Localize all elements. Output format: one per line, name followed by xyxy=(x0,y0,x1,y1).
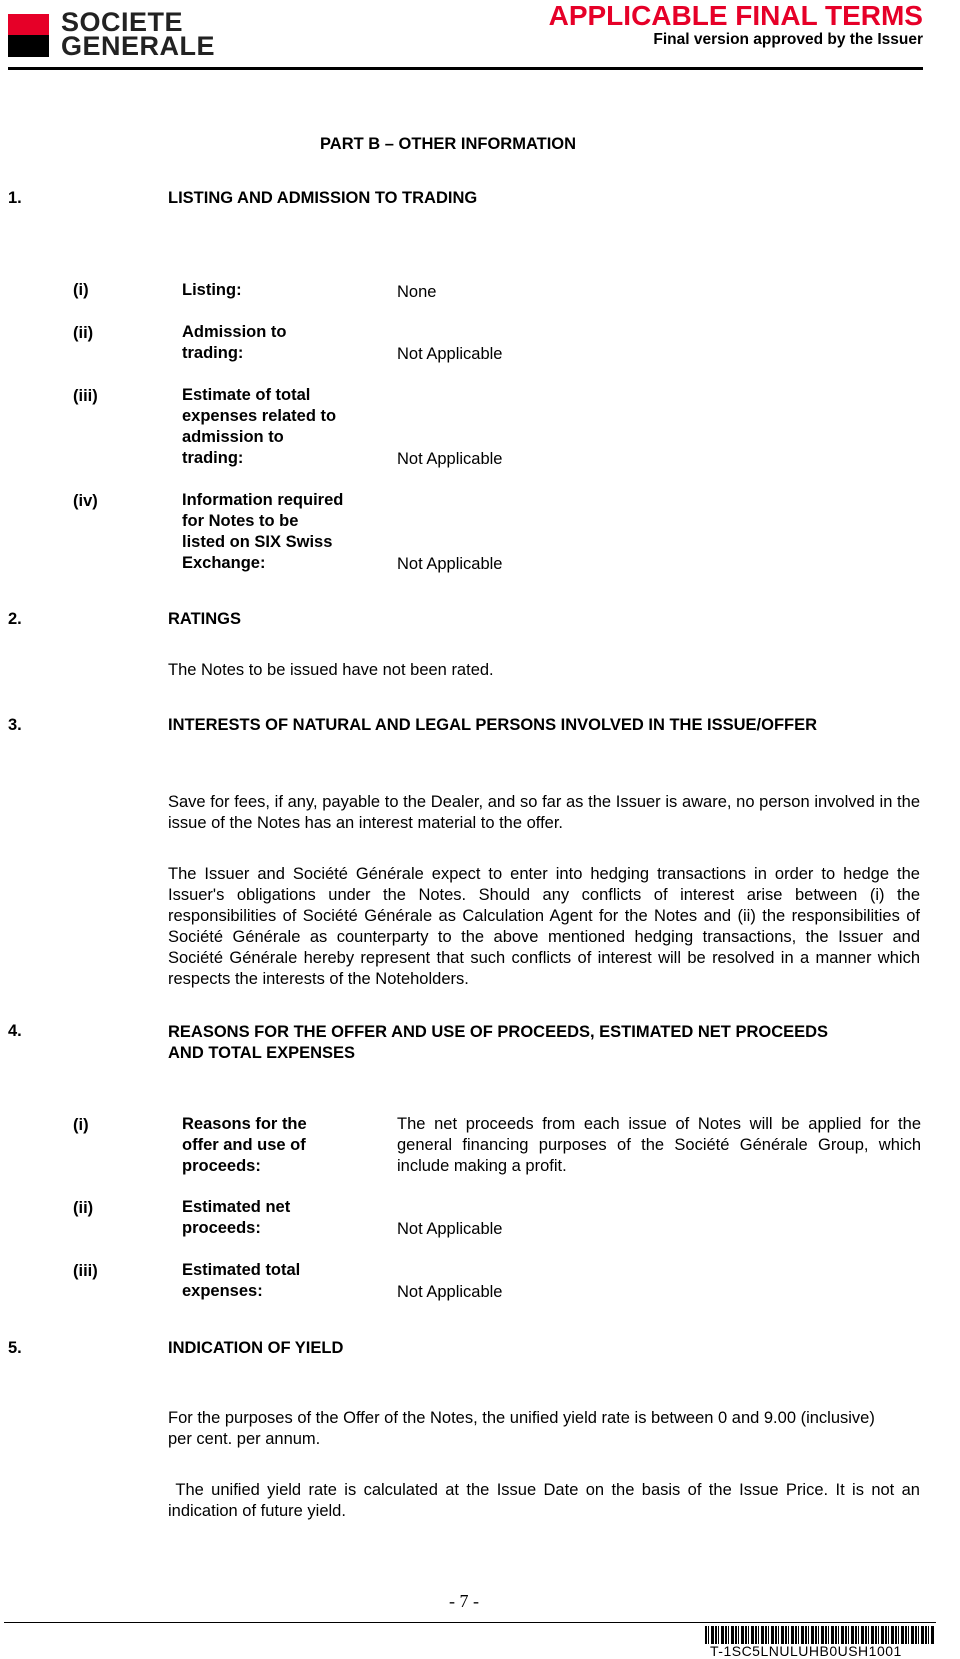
item-label: Estimated total expenses: xyxy=(182,1261,301,1300)
yield-paragraph-1: For the purposes of the Offer of the Notes, the unified yield rate is between 0 and 9.00 (inclusive) per cent. per annum. xyxy=(168,1409,875,1448)
item-label: Reasons for the offer and use of proceeds: xyxy=(182,1115,307,1175)
item-value: Not Applicable xyxy=(397,555,503,573)
item-number: (i) xyxy=(73,281,89,299)
item-value: None xyxy=(397,283,437,301)
ratings-text: The Notes to be issued have not been rated. xyxy=(168,661,494,679)
section-5-heading: INDICATION OF YIELD xyxy=(168,1339,344,1357)
item-value: Not Applicable xyxy=(397,1220,503,1238)
document-subtitle: Final version approved by the Issuer xyxy=(653,31,923,48)
item-label: Information required for Notes to be listed on SIX Swiss Exchange: xyxy=(182,491,344,572)
footer-divider xyxy=(4,1622,936,1623)
section-3-number: 3. xyxy=(8,716,22,734)
brand-logo-text: SOCIETE GENERALE xyxy=(61,7,216,61)
item-label: Estimated net proceeds: xyxy=(182,1198,291,1237)
section-4-heading: REASONS FOR THE OFFER AND USE OF PROCEEDS, ESTIMATED NET PROCEEDS AND TOTAL EXPENSES xyxy=(168,1023,829,1062)
document-title: APPLICABLE FINAL TERMS xyxy=(548,0,923,31)
item-number: (iii) xyxy=(73,387,98,405)
part-title: PART B – OTHER INFORMATION xyxy=(320,135,577,153)
section-4-number: 4. xyxy=(8,1022,22,1040)
item-number: (ii) xyxy=(73,1199,94,1217)
item-value: Not Applicable xyxy=(397,450,503,468)
barcode-icon xyxy=(705,1626,935,1644)
section-2-number: 2. xyxy=(8,610,22,628)
item-number: (iv) xyxy=(73,492,98,510)
section-1-heading: LISTING AND ADMISSION TO TRADING xyxy=(168,189,478,207)
item-number: (i) xyxy=(73,1116,89,1134)
item-number: (iii) xyxy=(73,1262,98,1280)
item-value: Not Applicable xyxy=(397,345,503,363)
item-value: Not Applicable xyxy=(397,1283,503,1301)
interests-paragraph-1: Save for fees, if any, payable to the Dealer, and so far as the Issuer is aware, no person involved in the issue of the Notes has an interest material to the offer. xyxy=(168,793,920,832)
brand-logo-icon xyxy=(8,14,49,57)
item-label: Listing: xyxy=(182,281,242,299)
item-number: (ii) xyxy=(73,324,94,342)
section-3-heading: INTERESTS OF NATURAL AND LEGAL PERSONS INVOLVED IN THE ISSUE/OFFER xyxy=(168,716,818,734)
interests-paragraph-2: The Issuer and Société Générale expect to enter into hedging transactions in order to hedge the Issuer's obligations under the Notes. Should any conflicts of interest arise between (i) the responsibilities of Société Générale as Calculation Agent for the Notes and (ii) the responsibilities of Société Générale as counterparty to the above mentioned hedging transactions, the Issuer and Société Générale hereby represent that such conflicts of interest will be resolved in a manner which respects the interests of the Noteholders. xyxy=(168,865,920,988)
header-divider xyxy=(8,67,923,70)
section-5-number: 5. xyxy=(8,1339,22,1357)
item-value: The net proceeds from each issue of Notes will be applied for the general financing purposes of the Société Générale Group, which include making a profit. xyxy=(397,1115,921,1175)
page-number: - 7 - xyxy=(449,1591,479,1611)
yield-paragraph-2: The unified yield rate is calculated at the Issue Date on the basis of the Issue Price. It is not an indication of future yield. xyxy=(168,1481,925,1520)
item-label: Estimate of total expenses related to admission to trading: xyxy=(182,386,337,467)
section-2-heading: RATINGS xyxy=(168,610,242,628)
document-code: T-1SC5LNULUHB0USH1001 xyxy=(710,1643,902,1659)
section-1-number: 1. xyxy=(8,189,22,207)
item-label: Admission to trading: xyxy=(182,323,287,362)
